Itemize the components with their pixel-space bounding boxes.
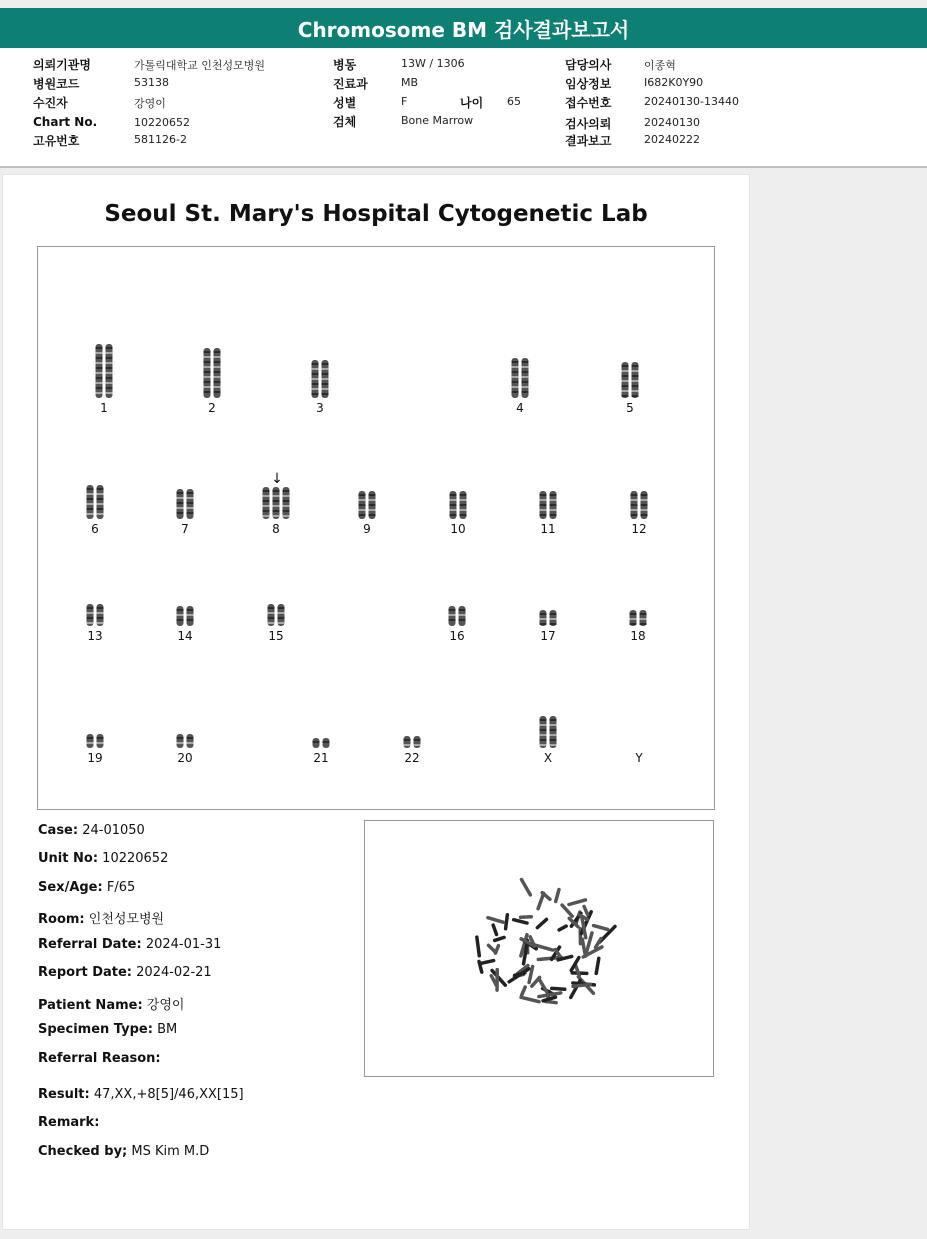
metaphase-chromosome [488, 918, 503, 923]
metaphase-chromosome [559, 926, 566, 930]
metaphase-chromosome [562, 905, 572, 916]
metaphase-chromosome [573, 984, 590, 986]
chromosome-12 [631, 491, 648, 519]
field-patient-name: Patient Name: 강영이 [38, 998, 185, 1013]
chromosome-label-10: 10 [450, 522, 466, 536]
chromosome-label-2: 2 [208, 401, 216, 415]
field-referral-date: Referral Date: 2024-01-31 [38, 937, 222, 952]
metaphase-chromosome [495, 937, 504, 940]
field-case: Case: 24-01050 [38, 823, 145, 838]
report-title: Seoul St. Mary's Hospital Cytogenetic Lab [104, 201, 648, 227]
value-sex: F [401, 95, 408, 108]
karyogram-panel [37, 246, 715, 810]
value-ward: 13W / 1306 [401, 57, 465, 70]
cytogenetic-report [2, 174, 750, 1230]
chromosome-6 [87, 485, 104, 519]
chromosome-4 [512, 358, 529, 398]
value-age: 65 [507, 95, 521, 108]
chromosome-20 [177, 734, 194, 748]
label-clinical-info: 임상정보 [565, 77, 612, 91]
chromosome-7 [177, 489, 194, 519]
metaphase-chromosome [493, 925, 496, 934]
chromosome-19 [87, 734, 104, 748]
metaphase-chromosome [543, 997, 555, 1001]
chromosome-5 [622, 362, 639, 398]
value-hospital-code: 53138 [134, 76, 169, 89]
value-specimen: Bone Marrow [401, 114, 474, 127]
chromosome-21 [313, 738, 330, 748]
chromosome-label-19: 19 [87, 751, 103, 765]
chromosome-label-7: 7 [181, 522, 189, 536]
metaphase-chromosome [538, 893, 544, 908]
karyogram-image [38, 247, 714, 809]
chromosome-label-15: 15 [268, 629, 284, 643]
label-receipt-no: 접수번호 [565, 96, 612, 110]
chromosome-label-11: 11 [540, 522, 556, 536]
label-sex: 성별 [333, 96, 357, 110]
label-department: 진료과 [333, 77, 368, 91]
label-chart-no: Chart No. [33, 115, 98, 129]
field-checked-by: Checked by; MS Kim M.D [38, 1144, 210, 1159]
metaphase-chromosome [537, 919, 546, 927]
metaphase-panel [364, 820, 714, 1077]
chromosome-13 [87, 604, 104, 626]
metaphase-chromosome [556, 890, 559, 902]
label-physician: 담당의사 [565, 58, 612, 72]
label-unique-id: 고유번호 [33, 134, 80, 148]
field-room: Room: 인천성모병원 [38, 912, 165, 927]
chromosome-label-12: 12 [631, 522, 647, 536]
chromosome-14 [177, 606, 194, 626]
chromosome-label-20: 20 [177, 751, 193, 765]
chromosome-label-8: 8 [272, 522, 280, 536]
metaphase-chromosome [539, 993, 561, 997]
value-patient: 강영이 [134, 97, 166, 110]
chromosome-16 [449, 606, 466, 626]
label-age: 나이 [460, 96, 484, 110]
metaphase-chromosome [584, 906, 588, 914]
field-remark: Remark: [38, 1115, 100, 1130]
chromosome-label-3: 3 [316, 401, 324, 415]
metaphase-chromosome [481, 961, 494, 964]
chromosome-label-6: 6 [91, 522, 99, 536]
value-department: MB [401, 76, 419, 89]
chromosome-label-4: 4 [516, 401, 524, 415]
chromosome-1 [96, 344, 113, 398]
value-result-report: 20240222 [644, 133, 700, 146]
metaphase-chromosome [522, 880, 531, 895]
chromosome-10 [450, 491, 467, 519]
metaphase-chromosome [506, 915, 508, 929]
chromosome-2 [204, 348, 221, 398]
field-sex-age: Sex/Age: F/65 [38, 880, 136, 895]
label-ward: 병동 [333, 58, 357, 72]
banner-title: Chromosome BM 검사결과보고서 [297, 17, 630, 42]
chromosome-label-y: Y [635, 751, 643, 765]
chromosome-9 [359, 491, 376, 519]
label-patient: 수진자 [33, 96, 68, 110]
label-test-request: 검사의뢰 [565, 117, 612, 131]
chromosome-label-17: 17 [540, 629, 556, 643]
field-referral-reason: Referral Reason: [38, 1051, 161, 1066]
chromosome-label-18: 18 [630, 629, 646, 643]
metaphase-chromosome [522, 987, 526, 995]
metaphase-chromosome [477, 937, 479, 956]
value-physician: 이종혁 [644, 59, 676, 72]
metaphase-chromosome [546, 1001, 557, 1002]
field-unit-no: Unit No: 10220652 [38, 851, 169, 866]
chromosome-label-1: 1 [100, 401, 108, 415]
field-specimen-type: Specimen Type: BM [38, 1022, 178, 1037]
trisomy-arrow-icon: ↓ [271, 471, 283, 487]
chromosome-15 [268, 604, 285, 626]
value-test-request: 20240130 [644, 116, 700, 129]
label-specimen: 검체 [333, 115, 357, 129]
chromosome-label-16: 16 [449, 629, 465, 643]
chromosome-label-9: 9 [363, 522, 371, 536]
value-requesting-institution: 가톨릭대학교 인천성모병원 [134, 59, 266, 72]
chromosome-18 [630, 610, 647, 626]
field-result: Result: 47,XX,+8[5]/46,XX[15] [38, 1087, 244, 1102]
label-hospital-code: 병원코드 [33, 77, 80, 91]
metaphase-chromosome [514, 920, 527, 923]
chromosome-label-14: 14 [177, 629, 193, 643]
metaphase-chromosome [596, 958, 599, 973]
chromosome-label-13: 13 [87, 629, 103, 643]
chromosome-22 [404, 736, 421, 748]
value-clinical-info: I682K0Y90 [644, 76, 704, 89]
chromosome-label-22: 22 [404, 751, 420, 765]
chromosome-8 [263, 487, 290, 519]
chromosome-11 [540, 491, 557, 519]
metaphase-chromosome [495, 946, 498, 953]
metaphase-chromosome [521, 997, 539, 1001]
metaphase-chromosome [535, 945, 552, 950]
label-requesting-institution: 의뢰기관명 [33, 58, 91, 72]
value-unique-id: 581126-2 [134, 133, 187, 146]
metaphase-chromosome [552, 988, 565, 989]
chromosome-x [540, 716, 557, 748]
chromosome-17 [540, 610, 557, 626]
field-report-date: Report Date: 2024-02-21 [38, 965, 212, 980]
metaphase-spread-image [365, 821, 713, 1076]
metaphase-chromosome [569, 900, 585, 905]
chromosome-3 [312, 360, 329, 398]
label-result-report: 결과보고 [565, 134, 612, 148]
value-chart-no: 10220652 [134, 116, 190, 129]
value-receipt-no: 20240130-13440 [644, 95, 739, 108]
report-banner [0, 8, 927, 48]
chromosome-label-x: X [543, 751, 553, 765]
chromosome-label-21: 21 [313, 751, 329, 765]
metaphase-chromosome [532, 977, 540, 986]
metaphase-chromosome [594, 926, 608, 930]
chromosome-label-5: 5 [626, 401, 634, 415]
patient-info-header [0, 48, 927, 168]
